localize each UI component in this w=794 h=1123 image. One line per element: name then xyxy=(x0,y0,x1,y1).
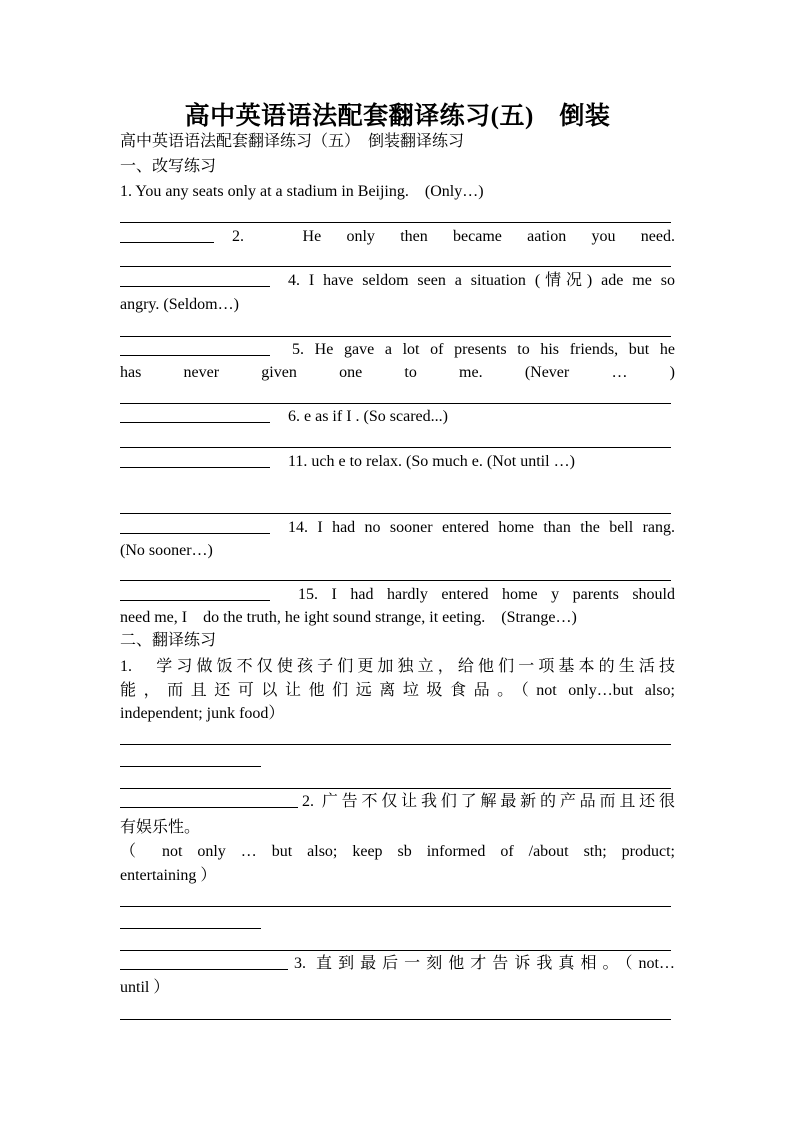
question-15: 15. I had hardly entered home y parents should xyxy=(298,586,675,603)
question-11: 11. uch e to relax. (So much e. (Not until …) xyxy=(288,453,575,470)
question-5-cont: has never given one to me. (Never … ) xyxy=(120,364,675,381)
question-2-row xyxy=(120,226,675,250)
question-11-row xyxy=(120,451,675,475)
translation-2: 2. 广告不仅让我们了解最新的产品而且还很 xyxy=(302,793,675,810)
question-6: 6. e as if I . (So scared...) xyxy=(288,408,448,425)
answer-line xyxy=(120,766,261,767)
question-15-row xyxy=(120,584,675,608)
answer-line xyxy=(120,1019,671,1020)
translation-2-cont: 有娱乐性。 xyxy=(120,819,201,836)
answer-blank xyxy=(120,584,270,601)
translation-2-row xyxy=(120,791,675,815)
answer-line xyxy=(120,222,671,223)
translation-1-cont: 能，而且还可以让他们远离垃圾食品。（not only…but also; xyxy=(120,682,675,699)
translation-3-row xyxy=(120,953,675,977)
answer-blank xyxy=(120,406,270,423)
answer-line xyxy=(120,950,671,951)
answer-blank xyxy=(120,517,270,534)
translation-3: 3. 直到最后一刻他才告诉我真相。（not… xyxy=(294,955,675,972)
answer-blank xyxy=(120,226,214,243)
translation-3-cont: until ） xyxy=(120,979,170,996)
answer-line xyxy=(120,744,671,745)
translation-2-cont: entertaining ） xyxy=(120,867,217,884)
answer-line xyxy=(120,266,671,267)
section1-heading: 一、改写练习 xyxy=(120,158,217,175)
question-15-cont: need me, I do the truth, he ight sound strange, it eeting. (Strange…) xyxy=(120,609,577,626)
answer-blank xyxy=(120,953,288,970)
question-14: 14. I had no sooner entered home than the bell rang. xyxy=(288,519,675,536)
question-4-row xyxy=(120,270,675,294)
question-6-row xyxy=(120,406,675,430)
answer-line xyxy=(120,336,671,337)
translation-2-cont: （ not only … but also; keep sb informed of /about sth; product; xyxy=(120,843,675,860)
section2-heading: 二、翻译练习 xyxy=(120,632,217,649)
question-5-row xyxy=(120,339,675,363)
question-1: 1. You any seats only at a stadium in Beijing. (Only…) xyxy=(120,183,484,200)
translation-1-cont: independent; junk food） xyxy=(120,705,285,722)
question-14-row xyxy=(120,517,675,541)
answer-line xyxy=(120,447,671,448)
question-5: 5. He gave a lot of presents to his friends, but he xyxy=(292,341,675,358)
question-14-cont: (No sooner…) xyxy=(120,542,213,559)
answer-blank xyxy=(120,270,270,287)
page-title: 高中英语语法配套翻译练习(五) 倒装 xyxy=(184,103,611,130)
subtitle: 高中英语语法配套翻译练习（五） 倒装翻译练习 xyxy=(120,133,465,150)
translation-1: 1. 学习做饭不仅使孩子们更加独立，给他们一项基本的生活技 xyxy=(120,658,675,675)
answer-line xyxy=(120,906,671,907)
answer-line xyxy=(120,403,671,404)
question-4-cont: angry. (Seldom…) xyxy=(120,296,239,313)
answer-blank xyxy=(120,339,270,356)
answer-line xyxy=(120,928,261,929)
answer-line xyxy=(120,788,671,789)
answer-line xyxy=(120,513,671,514)
answer-line xyxy=(120,580,671,581)
answer-blank xyxy=(120,451,270,468)
question-2: 2. He only then became aation you need. xyxy=(232,228,675,245)
question-4: 4. I have seldom seen a situation (情况) ade me so xyxy=(288,272,675,289)
answer-blank xyxy=(120,791,298,808)
